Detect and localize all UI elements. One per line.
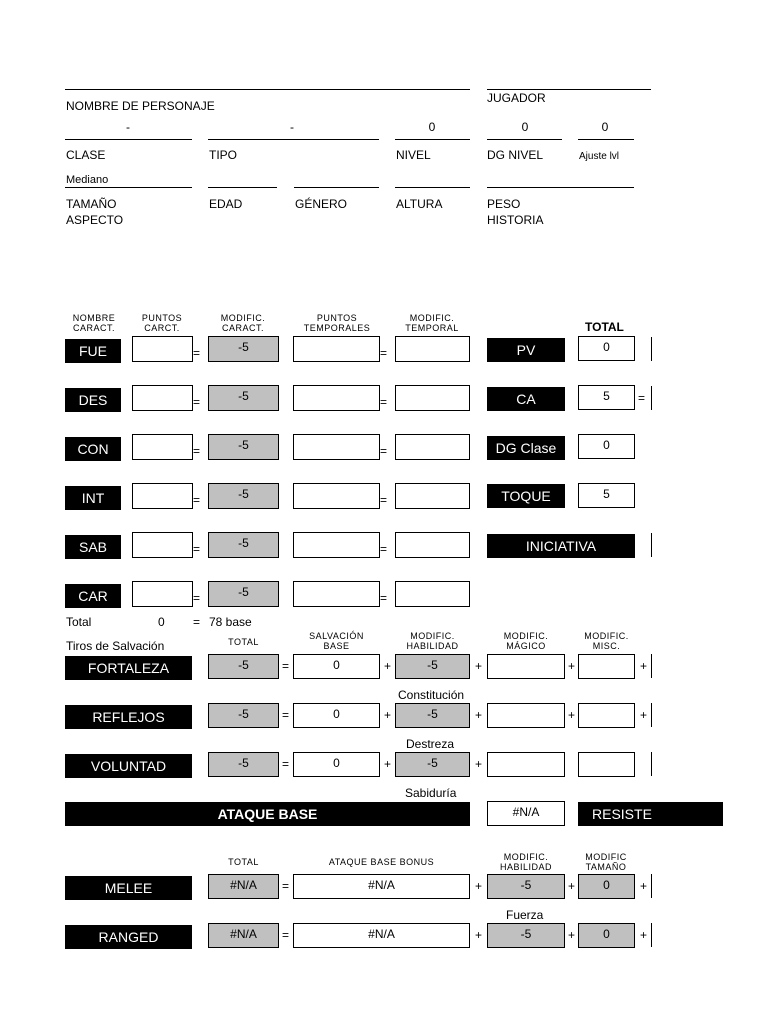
hdr-save-base: SALVACIÓN BASE — [309, 631, 364, 651]
aspecto-label: ASPECTO — [66, 213, 124, 227]
attack-hab-ranged: -5 — [487, 923, 565, 948]
ability-temp-mod-car[interactable] — [395, 581, 470, 607]
ability-temp-mod-des[interactable] — [395, 385, 470, 411]
peso-label: PESO — [487, 197, 521, 211]
save-total-voluntad: -5 — [208, 752, 279, 777]
plus-sign: + — [475, 659, 483, 673]
line-edad — [208, 187, 277, 188]
ability-points-car[interactable] — [132, 581, 193, 607]
ability-name-con: CON — [65, 437, 121, 461]
equals-sign: = — [193, 346, 201, 360]
plus-sign: + — [640, 928, 648, 942]
plus-sign: + — [568, 659, 576, 673]
ability-temp-mod-fue[interactable] — [395, 336, 470, 362]
save-name-reflejos: REFLEJOS — [65, 705, 192, 729]
hdr-attack-habilidad: MODIFIC. HABILIDAD — [499, 852, 552, 872]
plus-sign: + — [384, 708, 392, 722]
ataque-base-bar: ATAQUE BASE — [65, 802, 470, 826]
attack-hab-melee: -5 — [487, 874, 565, 899]
nombre-label: NOMBRE DE PERSONAJE — [66, 99, 215, 113]
hdr-modific-temporal: MODIFIC. TEMPORAL — [405, 313, 459, 333]
ability-temp-mod-sab[interactable] — [395, 532, 470, 558]
plus-sign: + — [568, 879, 576, 893]
save-note-sabiduria: Sabiduría — [405, 786, 457, 800]
stat-label-dg-clase: DG Clase — [487, 436, 565, 460]
equals-sign: = — [282, 879, 290, 893]
ability-mod-car: -5 — [208, 581, 279, 607]
line-nivel — [395, 139, 470, 140]
save-note-constitucion: Constitución — [398, 688, 465, 702]
plus-sign: + — [475, 708, 483, 722]
clase-label: CLASE — [66, 148, 106, 162]
line-dg-nivel — [487, 139, 562, 140]
stat-value-toque[interactable]: 5 — [578, 483, 635, 508]
saves-title: Tiros de Salvación — [66, 639, 165, 653]
fortaleza-cell-border — [651, 654, 652, 678]
ajuste-value[interactable]: 0 — [601, 120, 609, 134]
ability-name-fue: FUE — [65, 339, 121, 363]
hdr-puntos-carct: PUNTOS CARCT. — [141, 313, 183, 333]
ability-mod-int: -5 — [208, 483, 279, 509]
save-magico-fortaleza[interactable] — [487, 654, 565, 679]
hdr-puntos-temporales: PUNTOS TEMPORALES — [303, 313, 371, 333]
ability-mod-con: -5 — [208, 434, 279, 460]
tamano-label: TAMAÑO — [66, 197, 117, 211]
hdr-total: TOTAL — [585, 320, 624, 334]
ataque-base-value[interactable]: #N/A — [487, 801, 565, 826]
line-peso — [487, 187, 634, 188]
attack-note-fuerza: Fuerza — [506, 908, 544, 922]
plus-sign: + — [475, 757, 483, 771]
save-base-voluntad[interactable]: 0 — [293, 752, 380, 777]
hdr-nombre-caract: NOMBRE CARACT. — [72, 313, 116, 333]
genero-label: GÉNERO — [295, 197, 348, 211]
total-label: Total — [66, 615, 92, 629]
ability-points-sab[interactable] — [132, 532, 193, 558]
ability-name-des: DES — [65, 388, 121, 412]
attack-total-melee: #N/A — [208, 874, 279, 899]
hdr-save-total: TOTAL — [228, 637, 259, 647]
attack-name-melee: MELEE — [65, 876, 192, 900]
attack-bonus-melee[interactable]: #N/A — [293, 874, 470, 899]
hdr-modific-caract: MODIFIC. CARACT. — [220, 313, 266, 333]
attack-bonus-ranged[interactable]: #N/A — [293, 923, 470, 948]
resistencia-bar: RESISTE — [578, 802, 723, 826]
save-base-reflejos[interactable]: 0 — [293, 703, 380, 728]
ability-temp-points-des[interactable] — [293, 385, 380, 411]
header-line-top-left — [65, 89, 470, 90]
save-hab-fortaleza: -5 — [395, 654, 470, 679]
equals-sign: = — [380, 444, 388, 458]
hdr-attack-tamano: MODIFIC TAMAÑO — [585, 852, 627, 872]
nombre-value[interactable]: - — [126, 120, 130, 134]
hdr-attack-total: TOTAL — [228, 857, 259, 867]
equals-sign: = — [193, 493, 201, 507]
voluntad-cell-border — [651, 752, 652, 776]
stat-value-ca[interactable]: 5 — [578, 385, 635, 410]
ability-temp-mod-con[interactable] — [395, 434, 470, 460]
total-value: 0 — [158, 615, 165, 629]
line-genero — [294, 187, 379, 188]
line-ajuste — [578, 139, 634, 140]
line-tamano — [65, 187, 192, 188]
ability-temp-points-car[interactable] — [293, 581, 380, 607]
save-magico-voluntad[interactable] — [487, 752, 565, 777]
ability-temp-points-int[interactable] — [293, 483, 380, 509]
attack-size-melee: 0 — [578, 874, 635, 899]
save-total-fortaleza: -5 — [208, 654, 279, 679]
ability-mod-des: -5 — [208, 385, 279, 411]
stat-label-iniciativa: INICIATIVA — [487, 534, 635, 558]
equals-sign: = — [282, 659, 290, 673]
hdr-save-misc: MODIFIC. MISC. — [584, 631, 629, 651]
melee-cell-border — [651, 874, 652, 898]
equals-sign: = — [193, 444, 201, 458]
ability-name-int: INT — [65, 486, 121, 510]
plus-sign: + — [384, 659, 392, 673]
nivel-label: NIVEL — [396, 148, 431, 162]
tipo-label: TIPO — [209, 148, 238, 162]
attack-size-ranged: 0 — [578, 923, 635, 948]
jugador-label: JUGADOR — [487, 91, 546, 105]
hdr-attack-bonus: ATAQUE BASE BONUS — [328, 857, 435, 867]
save-misc-fortaleza[interactable] — [578, 654, 635, 679]
ability-mod-fue: -5 — [208, 336, 279, 362]
plus-sign: + — [640, 879, 648, 893]
stat-value-dg-clase[interactable]: 0 — [578, 434, 635, 459]
tamano-value[interactable]: Mediano — [66, 174, 109, 186]
ajuste-label: Ajuste lvl — [579, 151, 620, 162]
save-total-reflejos: -5 — [208, 703, 279, 728]
ability-points-con[interactable] — [132, 434, 193, 460]
plus-sign: + — [568, 928, 576, 942]
save-hab-reflejos: -5 — [395, 703, 470, 728]
plus-sign: + — [640, 659, 648, 673]
ability-temp-mod-int[interactable] — [395, 483, 470, 509]
equals-sign: = — [193, 542, 201, 556]
hdr-save-magico: MODIFIC. MÁGICO — [503, 631, 549, 651]
plus-sign: + — [640, 708, 648, 722]
save-name-voluntad: VOLUNTAD — [65, 754, 192, 778]
ability-mod-sab: -5 — [208, 532, 279, 558]
equals-sign: = — [282, 708, 290, 722]
pv-cell-border — [651, 337, 652, 361]
equals-sign: = — [282, 928, 290, 942]
equals-sign: = — [282, 757, 290, 771]
ability-points-fue[interactable] — [132, 336, 193, 362]
ability-points-des[interactable] — [132, 385, 193, 411]
attack-name-ranged: RANGED — [65, 925, 192, 949]
plus-sign: + — [568, 708, 576, 722]
save-base-fortaleza[interactable]: 0 — [293, 654, 380, 679]
reflejos-cell-border — [651, 703, 652, 727]
plus-sign: + — [384, 757, 392, 771]
save-hab-voluntad: -5 — [395, 752, 470, 777]
equals-sign: = — [380, 395, 388, 409]
stat-value-pv[interactable]: 0 — [578, 336, 635, 361]
save-magico-reflejos[interactable] — [487, 703, 565, 728]
attack-total-ranged: #N/A — [208, 923, 279, 948]
stat-label-toque: TOQUE — [487, 484, 565, 508]
ability-name-car: CAR — [65, 584, 121, 608]
equals-sign: = — [193, 395, 201, 409]
line-tipo — [208, 139, 379, 140]
ability-temp-points-fue[interactable] — [293, 336, 380, 362]
equals-sign: = — [193, 591, 201, 605]
plus-sign: + — [475, 879, 483, 893]
dg-nivel-value[interactable]: 0 — [521, 120, 529, 134]
nivel-value[interactable]: 0 — [428, 120, 436, 134]
altura-label: ALTURA — [396, 197, 443, 211]
equals-sign: = — [380, 493, 388, 507]
ability-name-sab: SAB — [65, 535, 121, 559]
stat-label-pv: PV — [487, 338, 565, 362]
equals-sign: = — [380, 346, 388, 360]
equals-sign: = — [380, 591, 388, 605]
line-clase — [65, 139, 192, 140]
save-misc-reflejos[interactable] — [578, 703, 635, 728]
ability-points-int[interactable] — [132, 483, 193, 509]
stat-label-ca: CA — [487, 387, 565, 411]
historia-label: HISTORIA — [487, 213, 544, 227]
total-equals: = — [193, 615, 201, 629]
ranged-cell-border — [651, 923, 652, 947]
equals-sign: = — [638, 391, 646, 405]
ability-temp-points-con[interactable] — [293, 434, 380, 460]
edad-label: EDAD — [209, 197, 243, 211]
hdr-save-habilidad: MODIFIC. HABILIDAD — [406, 631, 459, 651]
tipo-value[interactable]: - — [290, 120, 294, 134]
plus-sign: + — [475, 928, 483, 942]
iniciativa-cell-border — [651, 533, 652, 557]
equals-sign: = — [380, 542, 388, 556]
save-note-destreza: Destreza — [406, 737, 455, 751]
save-name-fortaleza: FORTALEZA — [65, 656, 192, 680]
line-altura — [395, 187, 470, 188]
ca-cell-border — [651, 386, 652, 410]
header-line-top-right — [487, 89, 651, 90]
ability-temp-points-sab[interactable] — [293, 532, 380, 558]
dg-nivel-label: DG NIVEL — [487, 148, 544, 162]
save-misc-voluntad[interactable] — [578, 752, 635, 777]
total-base: 78 base — [209, 615, 252, 629]
